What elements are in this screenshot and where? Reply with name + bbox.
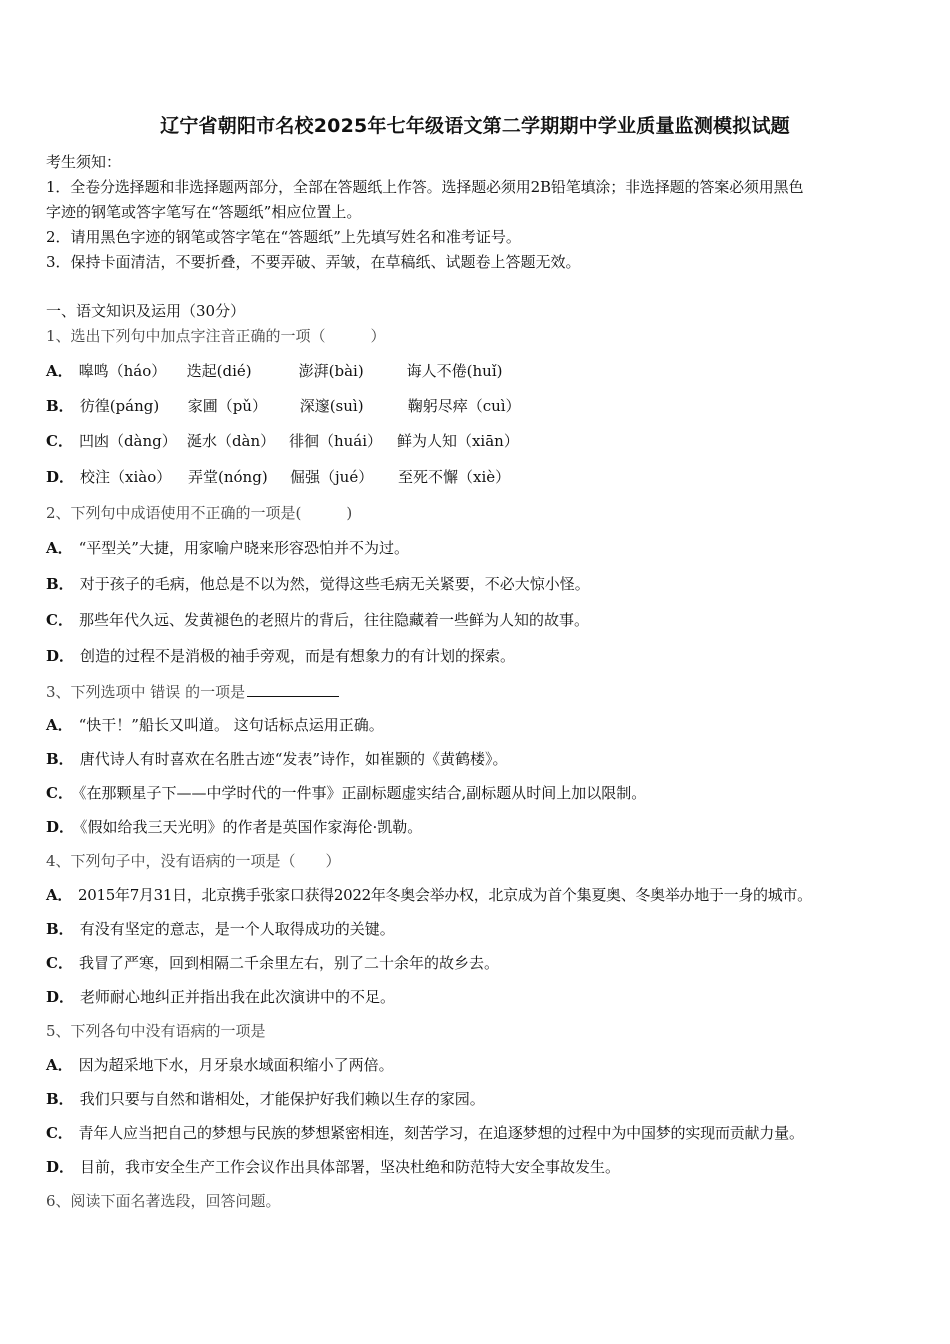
question-3-stem [46, 680, 339, 703]
question-1-option-a[interactable] [46, 360, 502, 382]
question-3-option-a[interactable] [46, 714, 384, 736]
question-6-stem: 6、阅读下面名著选段，回答问题。 [46, 1192, 281, 1210]
page-title: 辽宁省朝阳市名校2025年七年级语文第二学期期中学业质量监测模拟试题 [160, 115, 790, 137]
option-text: “平型关”大捷，用家喻户晓来形容恐怕并不为过。 [78, 539, 409, 557]
option-text: 我冒了严寒，回到相隔二千余里左右，别了二十余年的故乡去。 [78, 954, 499, 972]
option-label: C． [46, 954, 73, 972]
option-text: 创造的过程不是消极的袖手旁观，而是有想象力的有计划的探索。 [80, 647, 516, 665]
option-label: A． [46, 539, 73, 557]
notice-item-3: 3．保持卡面清洁，不要折叠，不要弄破、弄皱，在草稿纸、试题卷上答题无效。 [46, 253, 581, 271]
question-1-stem: 1、选出下列句中加点字注音正确的一项（ ） [46, 327, 386, 345]
option-text: 有没有坚定的意志，是一个人取得成功的关键。 [79, 920, 395, 938]
option-text: 2015年7月31日，北京携手张家口获得2022年冬奥会举办权，北京成为首个集夏奥、冬奥举办地于一身的城市。 [78, 886, 812, 904]
option-label: B． [46, 920, 74, 938]
option-text: 《在那颗星子下——中学时代的一件事》正副标题虚实结合,副标题从时间上加以限制。 [78, 784, 647, 802]
option-text: 老师耐心地纠正并指出我在此次演讲中的不足。 [80, 988, 396, 1006]
question-4-option-b[interactable] [46, 918, 395, 940]
option-item: 彷徨(páng) [79, 397, 160, 415]
question-1-option-b[interactable] [46, 395, 521, 417]
option-text: 我们只要与自然和谐相处，才能保护好我们赖以生存的家园。 [79, 1090, 485, 1108]
option-label: A． [46, 886, 73, 904]
option-label: B． [46, 750, 74, 768]
question-4-stem: 4、下列句子中，没有语病的一项是（ ） [46, 852, 341, 870]
option-label: C． [46, 611, 73, 629]
question-5-option-b[interactable] [46, 1088, 485, 1110]
notice-item-2: 2．请用黑色字迹的钢笔或答字笔在“答题纸”上先填写姓名和准考证号。 [46, 228, 521, 246]
question-5-option-d[interactable] [46, 1156, 620, 1178]
option-item: 深邃(suì) [299, 397, 364, 415]
option-item: 涎水（dàn） [186, 432, 276, 450]
option-label: B． [46, 575, 74, 593]
question-2-option-b[interactable] [46, 573, 590, 595]
option-label: D． [46, 1158, 75, 1176]
option-label: D． [46, 468, 75, 486]
option-text: 因为超采地下水，月牙泉水域面积缩小了两倍。 [78, 1056, 394, 1074]
option-label: A． [46, 362, 73, 380]
option-item: 至死不懈（xiè） [398, 468, 511, 486]
option-label: D． [46, 818, 75, 836]
option-text: 对于孩子的毛病，他总是不以为然，觉得这些毛病无关紧要，不必大惊小怪。 [79, 575, 590, 593]
option-item: 弄堂(nóng) [188, 468, 268, 486]
question-3-stem-text: 3、下列选项中 错误 的一项是 [46, 683, 246, 701]
question-1-option-d[interactable] [46, 466, 510, 488]
option-label: C． [46, 432, 73, 450]
option-label: B． [46, 1090, 74, 1108]
question-3-option-c[interactable] [46, 782, 646, 804]
option-item: 迭起(dié) [186, 362, 252, 380]
option-label: A． [46, 1056, 73, 1074]
question-5-option-a[interactable] [46, 1054, 394, 1076]
option-item: 鲜为人知（xiān） [396, 432, 519, 450]
option-label: D． [46, 988, 75, 1006]
answer-blank[interactable] [247, 680, 339, 697]
question-4-option-c[interactable] [46, 952, 499, 974]
question-2-option-c[interactable] [46, 609, 589, 631]
question-5-option-c[interactable] [46, 1122, 804, 1144]
option-text: 青年人应当把自己的梦想与民族的梦想紧密相连，刻苦学习，在追逐梦想的过程中为中国梦的实现而贡献力量。 [78, 1124, 804, 1142]
option-label: B． [46, 397, 74, 415]
question-5-stem: 5、下列各句中没有语病的一项是 [46, 1022, 266, 1040]
option-text: 那些年代久远、发黄褪色的老照片的背后，往往隐藏着一些鲜为人知的故事。 [78, 611, 589, 629]
option-text: 唐代诗人有时喜欢在名胜古迹“发表”诗作，如崔颢的《黄鹤楼》。 [79, 750, 508, 768]
option-item: 鞠躬尽瘁（cuì） [407, 397, 521, 415]
option-item: 家圃（pǔ） [187, 397, 267, 415]
option-item: 凹凼（dàng） [78, 432, 177, 450]
option-text: 目前，我市安全生产工作会议作出具体部署，坚决杜绝和防范特大安全事故发生。 [80, 1158, 621, 1176]
option-item: 徘徊（huái） [288, 432, 383, 450]
option-label: A． [46, 716, 73, 734]
notice-heading: 考生须知： [46, 153, 122, 171]
question-1-option-c[interactable] [46, 430, 519, 452]
option-item: 倔强（jué） [290, 468, 374, 486]
option-label: D． [46, 647, 75, 665]
question-4-option-d[interactable] [46, 986, 395, 1008]
option-label: C． [46, 784, 73, 802]
question-3-option-d[interactable] [46, 816, 422, 838]
question-4-option-a[interactable] [46, 884, 812, 906]
option-text: 《假如给我三天光明》的作者是英国作家海伦·凯勒。 [80, 818, 423, 836]
option-item: 诲人不倦(huǐ) [406, 362, 503, 380]
question-2-option-a[interactable] [46, 537, 409, 559]
option-text: “快干！”船长又叫道。 这句话标点运用正确。 [78, 716, 384, 734]
notice-item-1: 1．全卷分选择题和非选择题两部分，全部在答题纸上作答。选择题必须用2B铅笔填涂；非选择题的答案必须用黑色 [46, 178, 804, 196]
question-2-stem: 2、下列句中成语使用不正确的一项是( ) [46, 504, 353, 522]
notice-item-1-cont: 字迹的钢笔或答字笔写在“答题纸”相应位置上。 [46, 203, 362, 221]
option-item: 澎湃(bài) [298, 362, 364, 380]
option-item: 嗥鸣（háo） [78, 362, 167, 380]
section-heading: 一、语文知识及运用（30分） [46, 302, 246, 320]
option-label: C． [46, 1124, 73, 1142]
option-item: 校注（xiào） [80, 468, 172, 486]
question-2-option-d[interactable] [46, 645, 515, 667]
question-3-option-b[interactable] [46, 748, 508, 770]
